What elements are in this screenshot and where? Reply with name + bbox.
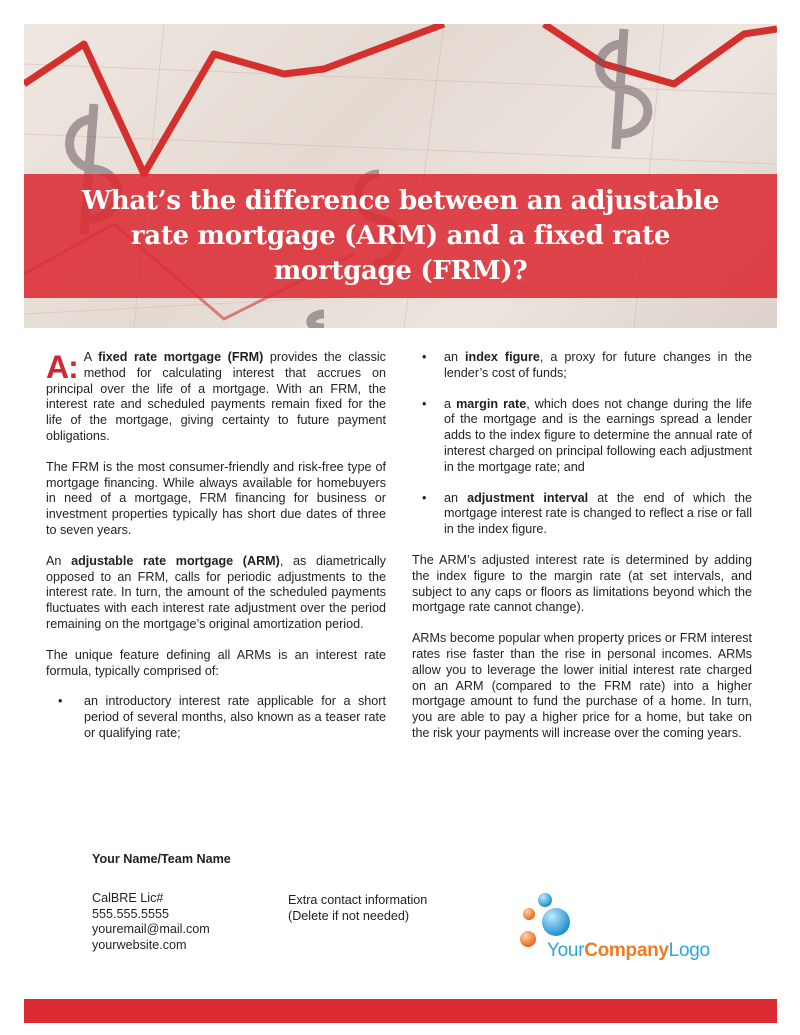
bullet-icon: •: [422, 490, 427, 505]
text: an: [444, 490, 468, 505]
term-margin-rate: margin rate: [456, 396, 527, 411]
website-url: yourwebsite.com: [92, 937, 187, 952]
text: provides the classic method for calculating interest that accrues on principal over the life of a mortgage. With an FRM, the interest rate and scheduled payments remain fixed for the life of the mortgage, giving certainty to future payment obligations.: [46, 350, 386, 443]
logo-word-company: Company: [584, 940, 669, 961]
paragraph-arm-adjusted-rate: The ARM’s adjusted interest rate is determined by adding the index figure to the margin rate (at set intervals, and subject to any caps or floors as limitations beyond which the mortgage rate cannot change).: [412, 552, 752, 615]
text: a: [444, 396, 457, 411]
paragraph-arm-intro: [46, 554, 386, 633]
extra-contact-line: Extra contact information: [288, 893, 428, 907]
text: an introductory interest rate applicable for a short period of several months, also known as a teaser rate or qualifying rate;: [84, 694, 386, 740]
phone-number: 555.555.5555: [92, 906, 170, 921]
answer-mark: A:: [46, 349, 78, 385]
extra-contact-note: (Delete if not needed): [288, 908, 410, 923]
contact-block: [92, 891, 210, 953]
license-number: CalBRE Lic#: [92, 891, 164, 905]
list-item: [412, 397, 752, 476]
company-logo-text: [547, 940, 710, 962]
term-index-figure: index figure: [465, 350, 540, 364]
list-item: [412, 491, 752, 538]
text: at the end of which the mortgage interest rate is changed to reflect a rise or fall in the index figure.: [444, 490, 752, 537]
text: , which does not change during the life of the mortgage and is the earnings spread a lender adds to the index figure to determine the annual rate of interest charged on principal following each adjustment in the mortgage rate; and: [444, 396, 752, 474]
formula-list: [46, 694, 386, 741]
bullet-icon: •: [422, 350, 427, 364]
bullet-icon: •: [58, 694, 63, 709]
extra-contact-block: [288, 893, 427, 924]
term-adjustment-interval: adjustment interval: [467, 490, 589, 505]
text: , a proxy for future changes in the lender’s cost of funds;: [444, 350, 752, 380]
paragraph-arm-formula: The unique feature defining all ARMs is an interest rate formula, typically comprised of:: [46, 647, 386, 678]
formula-list-continued: [412, 350, 752, 538]
agent-name: Your Name/Team Name: [92, 852, 231, 866]
header-image: [24, 24, 777, 328]
article-right-column: [412, 350, 752, 742]
email-address: youremail@mail.com: [92, 922, 210, 936]
text: an: [444, 350, 466, 364]
paragraph-frm-details: The FRM is the most consumer-friendly and risk-free type of mortgage financing. While always available for homebuyers in need of a mortgage, FRM financing for business or investment properties typically has short due dates of three to seven years.: [46, 459, 386, 537]
paragraph-frm-intro: [46, 350, 386, 445]
logo-word-logo: Logo: [668, 940, 710, 961]
footer-bar: [24, 999, 777, 1023]
logo-word-your: Your: [547, 940, 585, 961]
article-left-column: [46, 350, 386, 757]
list-item: [412, 350, 752, 382]
page-title: What’s the difference between an adjustable rate mortgage (ARM) and a fixed rate mortgage (FRM)?: [81, 185, 720, 286]
text: A: [83, 350, 99, 364]
bullet-icon: •: [422, 396, 427, 411]
text: , as diametrically opposed to an FRM, calls for periodic adjustments to the interest rate. In turn, the amount of the scheduled payments fluctuates with each interest rate adjustment over the period remaining on the mortgage’s original amortization period.: [46, 553, 386, 631]
term-arm: adjustable rate mortgage (ARM): [71, 553, 280, 568]
list-item: [46, 694, 386, 741]
text: An: [46, 553, 72, 568]
title-banner: [24, 174, 777, 298]
term-frm: fixed rate mortgage (FRM): [98, 350, 264, 364]
paragraph-arm-popularity: ARMs become popular when property prices or FRM interest rates rise faster than the rise in personal incomes. ARMs allow you to leverage the lower initial interest rate charged on an ARM (compared to the FRM rate) into a higher mortgage amount to fund the purchase of a home. In turn, you are able to pay a higher price for a home, but take on the risk your payments will increase over the coming years.: [412, 631, 752, 740]
